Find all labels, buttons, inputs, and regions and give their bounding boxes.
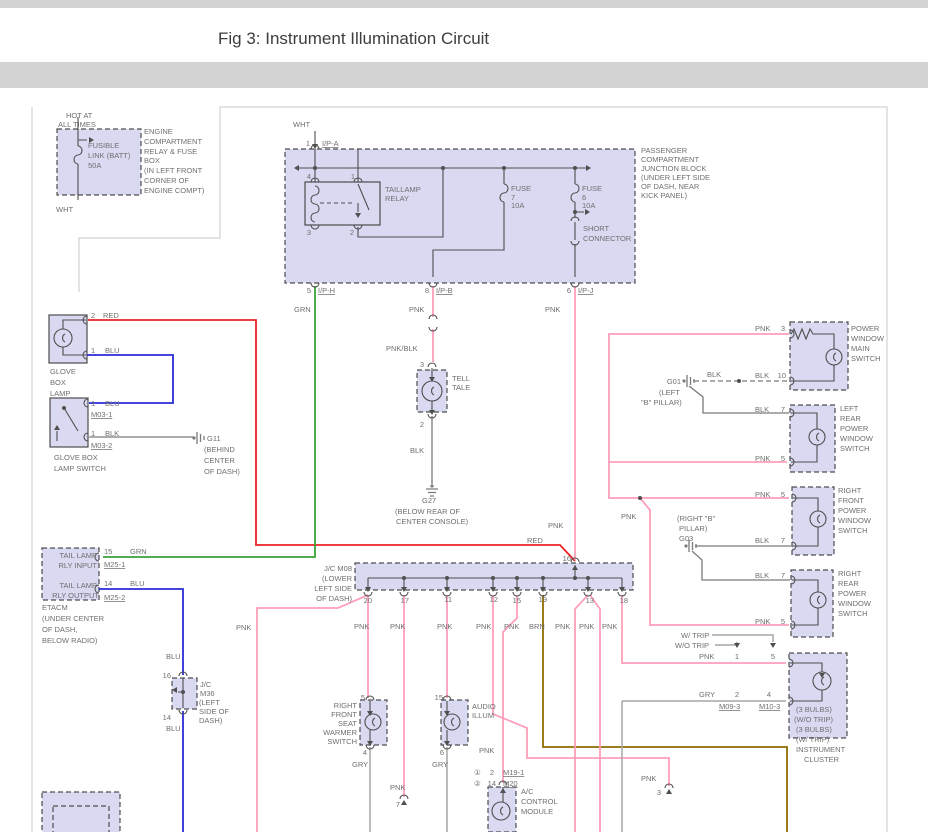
ic-n1-label: 1 [734,652,739,661]
bw-pnk8-label: PNK [602,622,618,631]
ic-wot-label: W/O TRIP [675,641,710,650]
gs-g11c-label: OF DASH) [204,467,240,476]
rr-blk-label: BLK [755,571,770,580]
jb-ipa-label: I/P-A [322,139,339,148]
tl-eng1-label: ENGINE [144,127,173,136]
lr-n5-label: 5 [780,454,785,463]
pw-main-box [790,322,848,390]
gb-n1-label: GLOVE [50,367,76,376]
jm-n5-label: DASH) [199,716,223,725]
w-red2-label: RED [527,536,543,545]
lr-n1-label: LEFT [840,404,859,413]
jc-m36-box [172,678,197,709]
et-n4-label: BELOW RADIO) [42,636,98,645]
gs-n1-label: GLOVE BOX [54,453,98,462]
gs-blu-label: BLU [105,399,120,408]
jb-f6c-label: 10A [582,201,596,210]
jc-n2-label: (LOWER [322,574,352,583]
sw-n5-label: SWITCH [327,737,357,746]
pw-pnk-label: PNK [755,324,771,333]
ic-n_b-label: CLUSTER [804,755,840,764]
gb-blu-label: BLU [105,346,120,355]
pw-n10-label: 10 [777,371,786,380]
rf-g03-label: G03 [679,534,694,543]
lr-blk-label: BLK [755,405,770,414]
junction-dot [573,166,577,170]
jm-p14-label: 14 [162,713,171,722]
jb-sh2-label: CONNECTOR [583,234,632,243]
left-rear-power-window-switch [790,405,835,472]
jc-p11-label: 11 [444,595,452,604]
et-m252-label: M25-2 [104,593,126,602]
ic-n_a-label: INSTRUMENT [796,745,846,754]
rf-blk-label: BLK [755,536,770,545]
jb-p2-label: 2 [349,228,354,237]
ic-n2-label: 2 [734,690,739,699]
tl-eng5-label: (IN LEFT FRONT [144,166,203,175]
au-n2-label: ILLUM [472,711,495,720]
jc-p20-label: 20 [363,596,372,605]
ac-n_ctrl-label: CONTROL [521,797,558,806]
et-p15-label: 15 [104,547,113,556]
w-pnk4-label: PNK [621,512,637,521]
gs-p2-label: 1 [91,429,96,438]
glove-box-switch-box [50,398,88,447]
ic-b2-label: (W/O TRIP) [794,715,834,724]
gs-n2-label: LAMP SWITCH [54,464,106,473]
et-out1-label: TAIL LAMP [59,581,97,590]
junction-dot [441,166,445,170]
sw-p4-label: 4 [362,748,367,757]
ac-m20-label: M20 [503,779,518,788]
w-pnk2-label: PNK [545,305,561,314]
w-blk-label: BLK [410,446,425,455]
lr-n4-label: WINDOW [840,434,873,443]
junction-dot [502,166,506,170]
ground-dot-icon [192,436,195,439]
ic-n4-label: 4 [766,690,771,699]
bo-p7-label: 7 [395,800,400,809]
jb-f7b-label: 7 [511,193,516,202]
junction-dot [638,496,642,500]
et-in2-label: RLY INPUT [58,561,97,570]
w-blu2-label: BLU [166,652,181,661]
bo-pnk3-label: PNK [641,774,657,783]
et-in1-label: TAIL LAMP [59,551,97,560]
bw-pnk0-label: PNK [236,623,252,632]
jb-sh1-label: SHORT [583,224,610,233]
au-n1-label: AUDIO [472,702,496,711]
ic-n5-label: 5 [770,652,775,661]
jc-n3-label: LEFT SIDE [314,584,352,593]
jb-p6-label: 6 [566,286,571,295]
tt-p2-label: 2 [419,420,424,429]
pw-g01a-label: (LEFT [659,388,680,397]
et-p14-label: 14 [104,579,113,588]
et-m251-label: M25-1 [104,560,126,569]
jb-ipj-label: I/P-J [578,286,594,295]
jc-p13-label: 13 [585,596,594,605]
bw-pnk1-label: PNK [354,622,370,631]
ac-c1-label: ① [474,768,481,777]
jb-relay2-label: RELAY [385,194,410,203]
gs-g11-label: G11 [207,434,221,443]
tl-fus1-label: FUSIBLE [88,141,120,150]
jb-p8-label: 8 [424,286,429,295]
tt-p3-label: 3 [419,360,424,369]
w-pnkblk-label: PNK/BLK [386,344,418,353]
rf-n2-label: FRONT [838,496,864,505]
gs-m031-label: M03-1 [91,410,113,419]
pw-n3-label: 3 [780,324,785,333]
junction-dot [515,576,519,580]
jb-f6b-label: 6 [582,193,587,202]
ground-dot-icon [684,544,687,547]
bw-brn-label: BRN [529,622,545,631]
rf-n5-label: 5 [780,490,785,499]
jc-p12-label: 12 [489,595,498,604]
rr-n2-label: REAR [838,579,859,588]
pw-n1-label: POWER [851,324,880,333]
pw-blkd-label: BLK [707,370,722,379]
gb-n2-label: BOX [50,378,66,387]
ic-b4-label: (W/ TRIP) [796,735,830,744]
jc-p17-label: 17 [400,596,409,605]
right-front-power-window-switch [792,487,834,555]
junction-dot [737,379,741,383]
gs-g11b-label: CENTER [204,456,235,465]
gs-blk-label: BLK [105,429,120,438]
et-n3-label: OF DASH, [42,625,78,634]
au-gry-label: GRY [432,760,449,769]
jm-n3-label: (LEFT [199,698,220,707]
ic-pnk-label: PNK [699,652,715,661]
ground-dot-icon [430,484,433,487]
tt-g27a-label: (BELOW REAR OF [395,507,461,516]
junction-dot [491,576,495,580]
bo-p3-label: 3 [656,788,661,797]
jc-p16-label: 16 [562,554,571,563]
jb-p1b-label: 1 [350,172,355,181]
junction-dot [181,690,185,694]
rf-n3-label: POWER [838,506,867,515]
pw-n3b-label: MAIN [851,344,870,353]
audio-illum-box [441,700,468,745]
tt-g27-label: G27 [422,496,437,505]
ic-wt-label: W/ TRIP [681,631,710,640]
gb-p1-label: 1 [91,346,96,355]
gs-g11a-label: (BEHIND [204,445,235,454]
ic-gry-label: GRY [699,690,716,699]
sw-gry-label: GRY [352,760,369,769]
glove-box-lamp [49,315,87,363]
jb-f7c-label: 10A [511,201,525,210]
bw-pnk3-label: PNK [437,622,453,631]
audio-illum [441,700,468,745]
jc-p19-label: 19 [538,595,547,604]
rf-n5b-label: SWITCH [838,526,868,535]
lr-n5b-label: SWITCH [840,444,870,453]
glove-box-lamp-switch [50,398,88,447]
bw-pnk6-label: PNK [555,622,571,631]
jc-p15-label: 15 [512,596,521,605]
rf-pnk-label: PNK [755,490,771,499]
jb-p4-label: 4 [306,172,311,181]
right-rear-power-window-switch [791,570,833,637]
gs-p1-label: 1 [91,399,96,408]
tl-hot2-label: ALL TIMES [58,120,96,129]
lr-pnk-label: PNK [755,454,771,463]
w-pnk3-label: PNK [548,521,564,530]
au-p15-label: 15 [434,693,443,702]
rf-n4-label: WINDOW [838,516,871,525]
et-n2-label: (UNDER CENTER [42,614,105,623]
sw-n3-label: SEAT [337,719,357,728]
figure-title: Fig 3: Instrument Illumination Circuit [218,29,490,48]
glove-box-lamp-box [49,315,87,363]
junction-dot [313,166,317,170]
sw-n2-label: FRONT [331,710,357,719]
gb-n3-label: LAMP [50,389,71,398]
seat-warmer-switch [360,700,387,745]
rr-n5-label: 5 [780,617,785,626]
bw-pnk4-label: PNK [476,622,492,631]
jc-m36 [172,678,197,709]
w-grn1-label: GRN [294,305,311,314]
tl-eng3-label: RELAY & FUSE [144,147,198,156]
lr-n3-label: POWER [840,424,869,433]
junction-dot [573,210,577,214]
et-n1-label: ETACM [42,603,68,612]
jm-n2-label: M36 [200,689,215,698]
jb-f6a-label: FUSE [582,184,603,193]
seat-warmer-box [360,700,387,745]
junction-dot [573,576,577,580]
rf-n7-label: 7 [780,536,785,545]
ac-n14-label: 14 [487,779,496,788]
ic-b1-label: (3 BULBS) [796,705,832,714]
ground-dot-icon [682,379,685,382]
pw-blk-label: BLK [755,371,770,380]
pw-g01b-label: "B" PILLAR) [641,398,682,407]
ic-b3-label: (3 BULBS) [796,725,832,734]
ac-n_mod-label: MODULE [521,807,554,816]
jc-n1-label: J/C M08 [324,564,352,573]
w-red1-label: RED [103,311,119,320]
ic-m103-label: M10-3 [759,702,781,711]
rf-pw-box [792,487,834,555]
tl-wht_top-label: WHT [293,120,311,129]
ac-c2-label: ② [474,779,481,788]
pw-n4-label: SWITCH [851,354,881,363]
rf-n1-label: RIGHT [838,486,862,495]
tl-eng6-label: CORNER OF [144,176,189,185]
jm-n1-label: J/C [200,680,212,689]
au-p6-label: 6 [439,748,444,757]
pw-n2-label: WINDOW [851,334,884,343]
jb-iph-label: I/P-H [318,286,336,295]
tl-eng4-label: BOX [144,156,160,165]
sw-n4-label: WARMER [323,728,357,737]
ac-n2-label: 2 [489,768,494,777]
jb-name6-label: KICK PANEL) [641,191,688,200]
tl-eng2-label: COMPARTMENT [144,137,203,146]
rr-pnk-label: PNK [755,617,771,626]
jm-p16-label: 16 [162,671,171,680]
rr-n5b-label: SWITCH [838,609,868,618]
tl-fus2-label: LINK (BATT) [88,151,131,160]
bo-pnk7-label: PNK [390,783,406,792]
junction-dot [62,406,66,410]
lr-n2-label: REAR [840,414,861,423]
gs-m032-label: M03-2 [91,441,113,450]
sw-p5-label: 5 [360,693,365,702]
ac-m191-label: M19-1 [503,768,525,777]
jb-name1-label: PASSENGER [641,146,688,155]
tt-t1-label: TELL [452,374,470,383]
junction-dot [445,576,449,580]
junction-dot [402,576,406,580]
w-blu3-label: BLU [166,724,181,733]
tt-g27b-label: CENTER CONSOLE) [396,517,469,526]
tl-hot1-label: HOT AT [66,111,93,120]
cutoff-box-inner [53,806,109,832]
jb-name2-label: COMPARTMENT [641,155,700,164]
ac-n_ac-label: A/C [521,787,534,796]
w-grn2-label: GRN [130,547,147,556]
gb-p2-label: 2 [91,311,96,320]
rr-n1-label: RIGHT [838,569,862,578]
w-pnk1-label: PNK [409,305,425,314]
jb-p1-label: 1 [305,139,310,148]
pw-g01-label: G01 [666,377,681,386]
cutoff-component [42,792,120,832]
jb-ipb-label: I/P-B [436,286,453,295]
bw-pnk2-label: PNK [390,622,406,631]
power-window-main-switch [790,322,848,390]
tl-wht_left-label: WHT [56,205,74,214]
lr-n7-label: 7 [780,405,785,414]
junction-dot [586,576,590,580]
tt-t2-label: TALE [452,383,471,392]
bw-pnk7-label: PNK [579,622,595,631]
jb-p5-label: 5 [306,286,311,295]
rf-g03b-label: PILLAR) [679,524,708,533]
bo-pnkm-label: PNK [479,746,495,755]
jc-p18-label: 18 [619,596,628,605]
jb-p3-label: 3 [306,228,311,237]
rr-n4-label: WINDOW [838,599,871,608]
et-out2-label: RLY OUTPUT [52,591,99,600]
rf-g03a-label: (RIGHT "B" [677,514,716,523]
jc-n4-label: OF DASH) [316,594,352,603]
junction-dot [541,576,545,580]
jb-relay1-label: TAILLAMP [385,185,421,194]
jb-name4-label: (UNDER LEFT SIDE [641,173,711,182]
tl-eng7-label: ENGINE COMPT) [144,186,205,195]
rr-n3-label: POWER [838,589,867,598]
rr-n7-label: 7 [780,571,785,580]
w-blu1-label: BLU [130,579,145,588]
ic-m093-label: M09-3 [719,702,741,711]
tl-fus3-label: 50A [88,161,102,170]
jm-n4-label: SIDE OF [199,707,230,716]
jb-name3-label: JUNCTION BLOCK [641,164,707,173]
jb-f7a-label: FUSE [511,184,532,193]
jb-name5-label: OF DASH, NEAR [641,182,700,191]
bw-pnk5-label: PNK [504,622,520,631]
sw-n1-label: RIGHT [333,701,357,710]
